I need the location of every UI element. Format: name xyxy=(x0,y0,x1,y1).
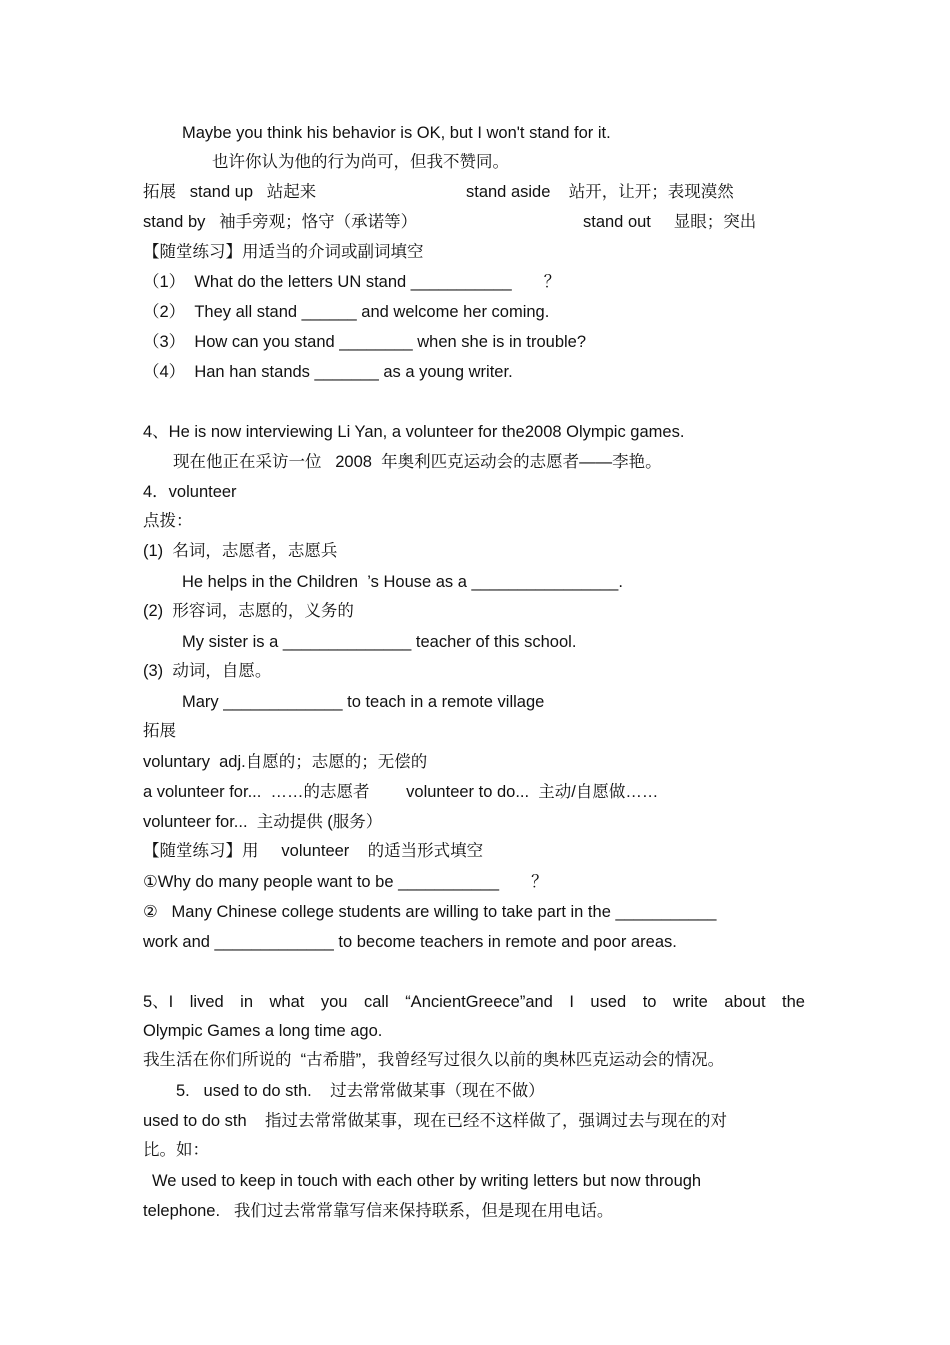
word: what xyxy=(269,993,305,1011)
text-line: voluntary adj.自愿的；志愿的；无偿的 xyxy=(143,753,428,771)
word: write xyxy=(672,993,708,1011)
exercise-item: （3） How can you stand ________ when she is in trouble? xyxy=(143,333,587,351)
text-line: 拓展 xyxy=(143,722,176,740)
word: I xyxy=(569,993,574,1011)
text-line: (1) 名词，志愿者，志愿兵 xyxy=(143,542,338,560)
text-line: a volunteer for... ……的志愿者 volunteer to do... 主动/自愿做…… xyxy=(143,783,659,801)
word: 5、I xyxy=(143,993,174,1011)
word: in xyxy=(240,993,254,1011)
word: “AncientGreece”and xyxy=(405,993,553,1011)
text-line: volunteer for... 主动提供 (服务） xyxy=(143,813,383,831)
text-line: 4．volunteer xyxy=(143,483,237,501)
exercise-item: ①Why do many people want to be ___________ ？ xyxy=(143,873,548,891)
word: about xyxy=(724,993,766,1011)
word: used xyxy=(590,993,627,1011)
text-line: My sister is a ______________ teacher of this school. xyxy=(182,633,577,651)
text-line: 拓展 stand up 站起来 xyxy=(143,183,317,201)
exercise-item: （4） Han han stands _______ as a young writer. xyxy=(143,363,513,381)
word: you xyxy=(320,993,348,1011)
text-line: 现在他正在采访一位 2008 年奥利匹克运动会的志愿者——李艳。 xyxy=(173,453,662,471)
text-line: used to do sth 指过去常常做某事，现在已经不这样做了，强调过去与现在的对 xyxy=(143,1112,727,1130)
text-line: stand by 袖手旁观；恪守（承诺等） xyxy=(143,213,418,231)
text-line: stand aside 站开，让开；表现漠然 xyxy=(466,183,734,201)
word: the xyxy=(782,993,805,1011)
text-line: (3) 动词，自愿。 xyxy=(143,662,272,680)
text-line: Olympic Games a long time ago. xyxy=(143,1022,383,1040)
text-line: Maybe you think his behavior is OK, but I won't stand for it. xyxy=(182,124,611,142)
exercise-item: （1） What do the letters UN stand ___________ ？ xyxy=(143,273,561,291)
exercise-item: （2） They all stand ______ and welcome her coming. xyxy=(143,303,550,321)
text-line: He helps in the Children ’s House as a ________________. xyxy=(182,573,623,591)
section-heading: 【随堂练习】用适当的介词或副词填空 xyxy=(143,243,424,261)
word: to xyxy=(642,993,657,1011)
text-line: telephone. 我们过去常常靠写信来保持联系，但是现在用电话。 xyxy=(143,1202,614,1220)
text-line: 比。如： xyxy=(143,1141,209,1159)
text-line: We used to keep in touch with each other by writing letters but now through xyxy=(152,1172,702,1190)
text-line: 点拨： xyxy=(143,512,193,530)
text-line: 也许你认为他的行为尚可，但我不赞同。 xyxy=(212,153,509,171)
section-heading: 【随堂练习】用 volunteer 的适当形式填空 xyxy=(143,842,484,860)
text-line: Mary _____________ to teach in a remote village xyxy=(182,693,545,711)
exercise-item: work and _____________ to become teachers in remote and poor areas. xyxy=(143,933,677,951)
text-line: 5. used to do sth. 过去常常做某事（现在不做） xyxy=(176,1082,545,1100)
text-line: 4、He is now interviewing Li Yan, a volunteer for the2008 Olympic games. xyxy=(143,423,685,441)
justified-text-line xyxy=(143,992,805,1012)
exercise-item: ② Many Chinese college students are willing to take part in the ___________ xyxy=(143,903,717,921)
text-line: 我生活在你们所说的 “古希腊”，我曾经写过很久以前的奥林匹克运动会的情况。 xyxy=(143,1051,725,1069)
word: call xyxy=(363,993,389,1011)
word: lived xyxy=(189,993,224,1011)
text-line: (2) 形容词，志愿的，义务的 xyxy=(143,602,354,620)
text-line: stand out 显眼；突出 xyxy=(583,213,757,231)
